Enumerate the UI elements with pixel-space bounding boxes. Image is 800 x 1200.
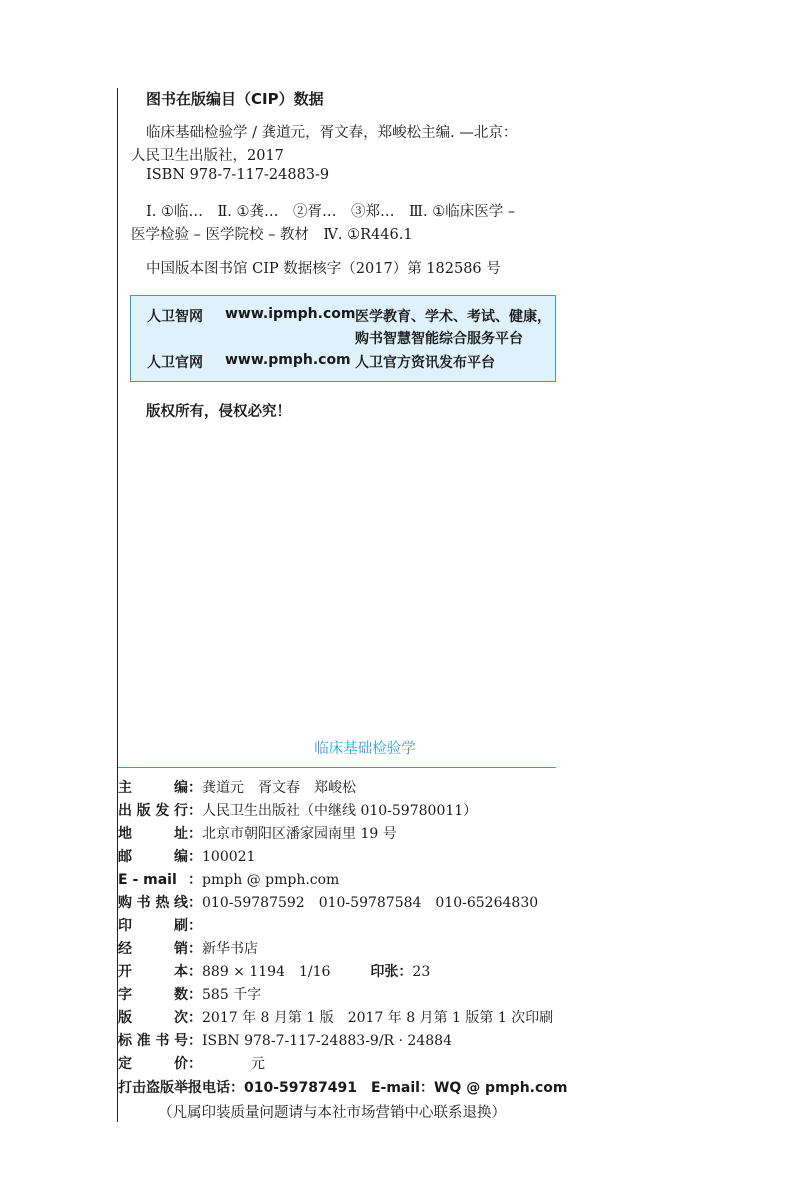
detail-row: 主 编：龚道元 胥文春 郑峻松 [118,777,356,799]
ipmph-desc: 医学教育、学术、考试、健康， [355,309,551,325]
detail-label: 定 价 [118,1056,188,1072]
cip-line2: 人民卫生出版社，2017 [131,148,284,164]
return-note: （凡属印装质量问题请与本社市场营销中心联系退换） [158,1105,506,1121]
detail-value: 新华书店 [202,941,258,957]
detail-label: E - mail [118,872,177,888]
detail-label: 主 编 [118,780,188,796]
detail-value: 龚道元 胥文春 郑峻松 [202,780,356,796]
detail-row: 出版发行：人民卫生出版社（中继线 010-59780011） [118,800,477,822]
detail-label: 出版发行 [118,803,188,819]
detail-value: 北京市朝阳区潘家园南里 19 号 [202,826,397,842]
detail-label: 开 本 [118,964,188,980]
detail-row: 版 次：2017 年 8 月第 1 版 2017 年 8 月第 1 版第 1 次印刷 [118,1007,553,1029]
detail-row: 经 销：新华书店 [118,938,258,960]
cip-library: 中国版本图书馆 CIP 数据核字（2017）第 182586 号 [146,261,501,277]
detail-value: ISBN 978-7-117-24883-9/R · 24884 [202,1033,452,1049]
copyright-notice: 版权所有，侵权必究！ [146,404,291,420]
detail-row: 开 本：889 × 1194 1/16 印张：23 [118,961,430,983]
sheets-value: 23 [412,964,431,980]
cip-line1: 临床基础检验学 / 龚道元，胥文春，郑峻松主编. —北京： [146,125,518,141]
ipmph-desc2: 购书智慧智能综合服务平台 [355,331,523,347]
detail-label: 标准书号 [118,1033,188,1049]
pmph-url[interactable]: www.pmph.com [225,352,351,368]
detail-row: 邮 编：100021 [118,846,255,868]
detail-value: 元 [195,1056,265,1072]
detail-row: 印 刷： [118,915,202,937]
detail-label: 经 销 [118,941,188,957]
detail-row: 定 价： 元 [118,1053,265,1075]
detail-row: 字 数：585 千字 [118,984,261,1006]
detail-row: 地 址：北京市朝阳区潘家园南里 19 号 [118,823,397,845]
detail-row: 购书热线：010-59787592 010-59787584 010-65264830 [118,892,538,914]
cip-class1: Ⅰ. ①临… Ⅱ. ①龚… ②胥… ③郑… Ⅲ. ①临床医学 – [146,204,516,220]
detail-label: 邮 编 [118,849,188,865]
pmph-desc: 人卫官方资讯发布平台 [355,355,495,371]
detail-value: pmph @ pmph.com [202,872,340,888]
ipmph-name: 人卫智网 [147,309,203,325]
detail-value: 010-59787592 010-59787584 010-65264830 [202,895,539,911]
detail-row: 标准书号：ISBN 978-7-117-24883-9/R · 24884 [118,1030,452,1052]
detail-label: 版 次 [118,1010,188,1026]
pmph-name: 人卫官网 [147,355,203,371]
sheets-label: 印张 [370,964,399,980]
detail-row: E - mail ：pmph @ pmph.com [118,869,339,891]
detail-value: 889 × 1194 1/16 [202,964,331,980]
detail-label: 印 刷 [118,918,188,934]
title-rule [118,767,556,768]
book-title: 临床基础检验学 [314,741,416,757]
info-box [130,295,556,382]
detail-value: 2017 年 8 月第 1 版 2017 年 8 月第 1 版第 1 次印刷 [202,1010,554,1026]
detail-value: 人民卫生出版社（中继线 010-59780011） [202,803,478,819]
detail-label: 字 数 [118,987,188,1003]
detail-label: 购书热线 [118,895,188,911]
detail-label: 地 址 [118,826,188,842]
detail-value: 585 千字 [202,987,262,1003]
piracy-hotline: 打击盗版举报电话：010-59787491 E-mail：WQ @ pmph.com [118,1080,568,1096]
cip-title: 图书在版编目（CIP）数据 [146,90,324,108]
detail-value: 100021 [202,849,256,865]
cip-class2: 医学检验 – 医学院校 – 教材 Ⅳ. ①R446.1 [131,227,413,243]
cip-isbn: ISBN 978-7-117-24883-9 [146,167,330,183]
ipmph-url[interactable]: www.ipmph.com [225,306,356,322]
